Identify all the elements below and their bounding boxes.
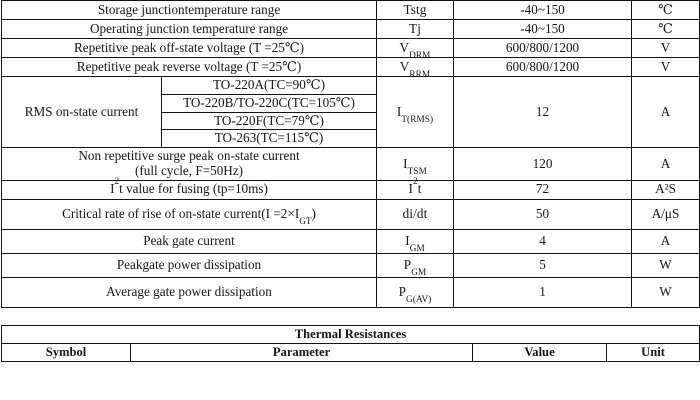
cell-symbol <box>377 229 454 253</box>
cell-value: -40~150 <box>454 20 632 39</box>
cell-parameter: Peakgate power dissipation <box>2 253 377 277</box>
cell-parameter: Repetitive peak reverse voltage (T =25℃) <box>2 58 377 77</box>
parameter-suffix: ) <box>311 205 316 221</box>
table-row <box>2 229 700 253</box>
cell-parameter <box>2 175 377 199</box>
thermal-table-title: Thermal Resistances <box>2 325 700 343</box>
table-row <box>2 1 700 20</box>
cell-value: 120 <box>454 148 632 181</box>
cell-unit: V <box>632 58 700 77</box>
symbol-base: V <box>399 39 410 55</box>
table-row <box>2 180 700 199</box>
cell-symbol <box>377 1 454 20</box>
symbol-subscript: TSM <box>407 165 427 176</box>
parameter-prefix: Critical rate of rise of on-state current(I =2×I <box>62 205 300 221</box>
cell-value: 600/800/1200 <box>454 39 632 58</box>
cell-unit: A²S <box>632 180 700 199</box>
cell-package: TO-220F(TC=79℃) <box>162 112 377 130</box>
symbol-suffix: t <box>417 181 422 197</box>
thermal-title-row <box>2 325 700 343</box>
symbol-subscript: G(AV) <box>406 294 432 305</box>
cell-parameter: Peak gate current <box>2 229 377 253</box>
cell-symbol <box>377 199 454 229</box>
cell-value: 4 <box>454 229 632 253</box>
cell-rms-label: RMS on-state current <box>2 77 162 148</box>
symbol-base: I <box>396 103 402 119</box>
table-row <box>2 148 700 181</box>
cell-parameter: Storage junctiontemperature range <box>2 1 377 20</box>
table-row <box>2 58 700 77</box>
cell-unit: V <box>632 39 700 58</box>
cell-symbol <box>377 175 454 199</box>
symbol-subscript: RRM <box>409 68 431 79</box>
thermal-header-row <box>2 343 700 361</box>
table-row <box>2 20 700 39</box>
cell-value: 600/800/1200 <box>454 58 632 77</box>
cell-parameter: Operating junction temperature range <box>2 20 377 39</box>
header-parameter: Parameter <box>131 343 473 361</box>
cell-symbol <box>377 20 454 39</box>
symbol-base: Tstg <box>403 1 427 17</box>
symbol-base: Tj <box>409 20 421 36</box>
cell-unit: W <box>632 253 700 277</box>
header-unit: Unit <box>607 343 700 361</box>
symbol-superscript: 2 <box>413 175 418 186</box>
cell-package: TO-220B/TO-220C(TC=105℃) <box>162 94 377 112</box>
table-row <box>2 39 700 58</box>
symbol-base: P <box>403 256 412 272</box>
symbol-base: V <box>399 58 410 74</box>
cell-parameter <box>2 148 377 181</box>
parameter-suffix: t value for fusing (tp=10ms) <box>119 181 268 197</box>
symbol-prefix: I <box>408 181 414 197</box>
cell-value: 12 <box>454 77 632 148</box>
cell-unit: W <box>632 277 700 307</box>
cell-value: 1 <box>454 277 632 307</box>
cell-unit: A <box>632 77 700 148</box>
table-row <box>2 199 700 229</box>
symbol-subscript: T(RMS) <box>401 113 434 124</box>
symbol-base: P <box>398 283 406 299</box>
cell-value: 50 <box>454 199 632 229</box>
cell-symbol <box>377 77 454 148</box>
cell-unit: A <box>632 229 700 253</box>
cell-package: TO-263(TC=115℃) <box>162 130 377 148</box>
header-symbol: Symbol <box>2 343 131 361</box>
parameter-line-2: (full cycle, F=50Hz) <box>134 162 244 178</box>
cell-symbol <box>377 39 454 58</box>
cell-parameter: Average gate power dissipation <box>2 277 377 307</box>
symbol-subscript: GM <box>411 267 427 278</box>
symbol-base: di/dt <box>402 205 428 221</box>
cell-parameter: Repetitive peak off-state voltage (T =25℃) <box>2 39 377 58</box>
thermal-resistances-table <box>1 325 700 362</box>
cell-unit: ℃ <box>632 1 700 20</box>
cell-unit: ℃ <box>632 20 700 39</box>
cell-symbol <box>377 277 454 307</box>
cell-symbol <box>377 253 454 277</box>
cell-unit: A <box>632 148 700 181</box>
parameter-subscript: GT <box>299 216 312 227</box>
maximum-ratings-table <box>1 0 700 308</box>
table-row <box>2 253 700 277</box>
parameter-superscript: 2 <box>114 175 120 186</box>
cell-unit: A/μS <box>632 199 700 229</box>
symbol-base: I <box>405 232 410 248</box>
table-spacer <box>0 308 700 325</box>
cell-value: -40~150 <box>454 1 632 20</box>
parameter-line-1: Non repetitive surge peak on-state current <box>78 148 300 164</box>
parameter-prefix: I <box>110 181 115 197</box>
header-value: Value <box>473 343 607 361</box>
symbol-subscript: GM <box>409 243 425 254</box>
table-row <box>2 277 700 307</box>
cell-package: TO-220A(TC=90℃) <box>162 77 377 95</box>
cell-parameter <box>2 199 377 229</box>
table-row <box>2 77 700 95</box>
cell-symbol <box>377 58 454 77</box>
cell-value: 72 <box>454 180 632 199</box>
symbol-base: I <box>403 155 408 171</box>
cell-value: 5 <box>454 253 632 277</box>
symbol-subscript: DRM <box>409 49 431 60</box>
